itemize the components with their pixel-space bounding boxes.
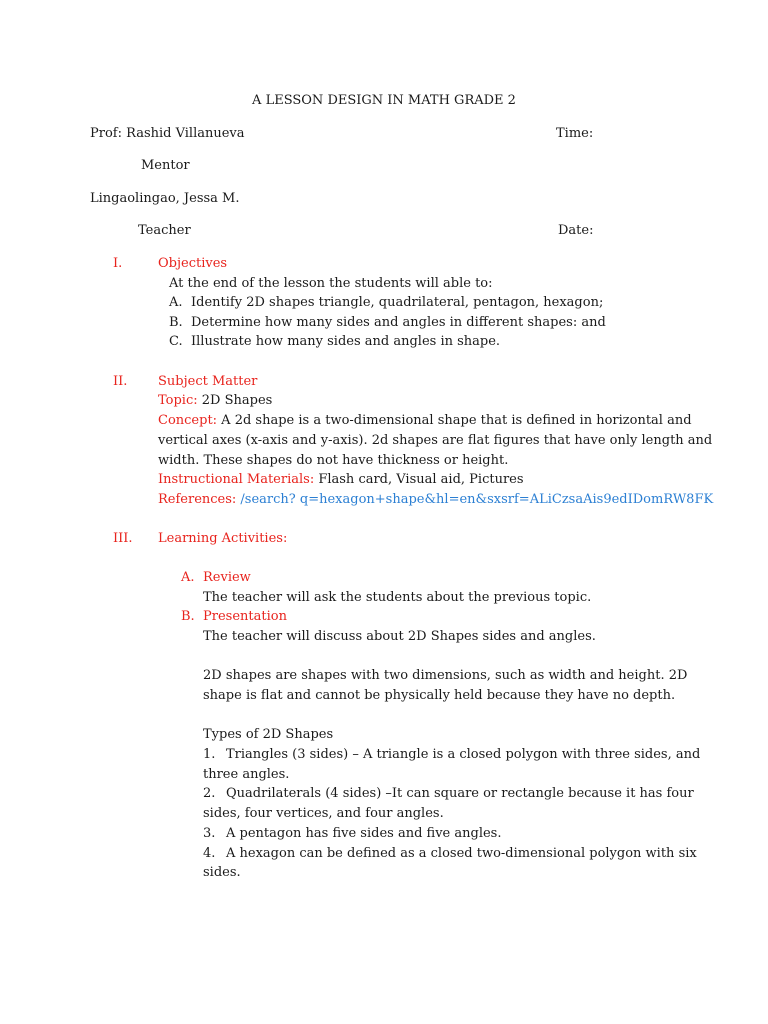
section-1-numeral: I. — [113, 256, 123, 271]
teacher-label: Teacher — [138, 223, 191, 238]
objective-letter: B. — [169, 315, 183, 330]
section-2-heading: Subject Matter — [158, 374, 258, 389]
type-text: Quadrilaterals (4 sides) –It can square or rectangle because it has four — [226, 786, 694, 801]
prof-line: Prof: Rashid Villanueva — [90, 126, 245, 141]
concept-label: Concept: — [158, 413, 218, 428]
section-2-numeral: II. — [113, 374, 128, 389]
presentation-text: The teacher will discuss about 2D Shapes sides and angles. — [203, 629, 596, 644]
objectives-intro: At the end of the lesson the students will able to: — [169, 276, 493, 291]
objective-item — [169, 334, 500, 350]
section-1-heading: Objectives — [158, 256, 228, 271]
type-number: 3. — [203, 826, 216, 841]
type-text: A hexagon can be defined as a closed two-dimensional polygon with six — [226, 846, 697, 861]
objective-letter: C. — [169, 334, 183, 349]
paragraph-line-2: shape is flat and cannot be physically held because they have no depth. — [203, 688, 676, 703]
section-3-heading: Learning Activities: — [158, 531, 288, 546]
presentation-heading: Presentation — [203, 609, 287, 624]
document-title: A LESSON DESIGN IN MATH GRADE 2 — [252, 93, 516, 108]
type-item — [203, 846, 697, 862]
objective-text: Determine how many sides and angles in different shapes: and — [191, 315, 606, 330]
references-label: References: — [158, 492, 237, 507]
concept-line-2: vertical axes (x-axis and y-axis). 2d shapes are flat figures that have only length and — [158, 433, 713, 448]
type-number: 1. — [203, 747, 216, 762]
review-letter: A. — [181, 570, 195, 585]
objective-text: Illustrate how many sides and angles in shape. — [191, 334, 501, 349]
references-link[interactable]: /search? q=hexagon+shape&hl=en&sxsrf=ALiCzsaAis9edIDomRW8FK — [236, 492, 714, 507]
concept-line-1 — [158, 413, 692, 429]
presentation-letter: B. — [181, 609, 195, 624]
concept-text: A 2d shape is a two-dimensional shape that is defined in horizontal and — [217, 413, 692, 428]
mentor-label: Mentor — [141, 158, 190, 173]
topic-label: Topic: — [158, 393, 198, 408]
teacher-name: Lingaolingao, Jessa M. — [90, 191, 240, 206]
materials-value: Flash card, Visual aid, Pictures — [314, 472, 524, 487]
type-item — [203, 826, 501, 842]
type-item — [203, 786, 694, 802]
type-item-continuation: sides. — [203, 865, 241, 880]
topic-value: 2D Shapes — [197, 393, 273, 408]
objective-item — [169, 295, 603, 311]
type-item-continuation: three angles. — [203, 767, 290, 782]
review-text: The teacher will ask the students about the previous topic. — [203, 590, 592, 605]
type-number: 4. — [203, 846, 216, 861]
section-3-numeral: III. — [113, 531, 133, 546]
objective-letter: A. — [169, 295, 183, 310]
type-item — [203, 747, 700, 763]
materials-label: Instructional Materials: — [158, 472, 315, 487]
materials-line — [158, 472, 524, 488]
date-label: Date: — [558, 223, 594, 238]
types-title: Types of 2D Shapes — [203, 727, 334, 742]
type-item-continuation: sides, four vertices, and four angles. — [203, 806, 444, 821]
paragraph-line-1: 2D shapes are shapes with two dimensions, such as width and height. 2D — [203, 668, 688, 683]
objective-text: Identify 2D shapes triangle, quadrilateral, pentagon, hexagon; — [191, 295, 604, 310]
topic-line — [158, 393, 272, 409]
type-text: Triangles (3 sides) – A triangle is a closed polygon with three sides, and — [226, 747, 701, 762]
objective-item — [169, 315, 606, 331]
type-text: A pentagon has five sides and five angles. — [226, 826, 502, 841]
references-line — [158, 492, 713, 508]
concept-line-3: width. These shapes do not have thickness or height. — [158, 453, 509, 468]
review-heading: Review — [203, 570, 251, 585]
time-label: Time: — [556, 126, 594, 141]
type-number: 2. — [203, 786, 216, 801]
